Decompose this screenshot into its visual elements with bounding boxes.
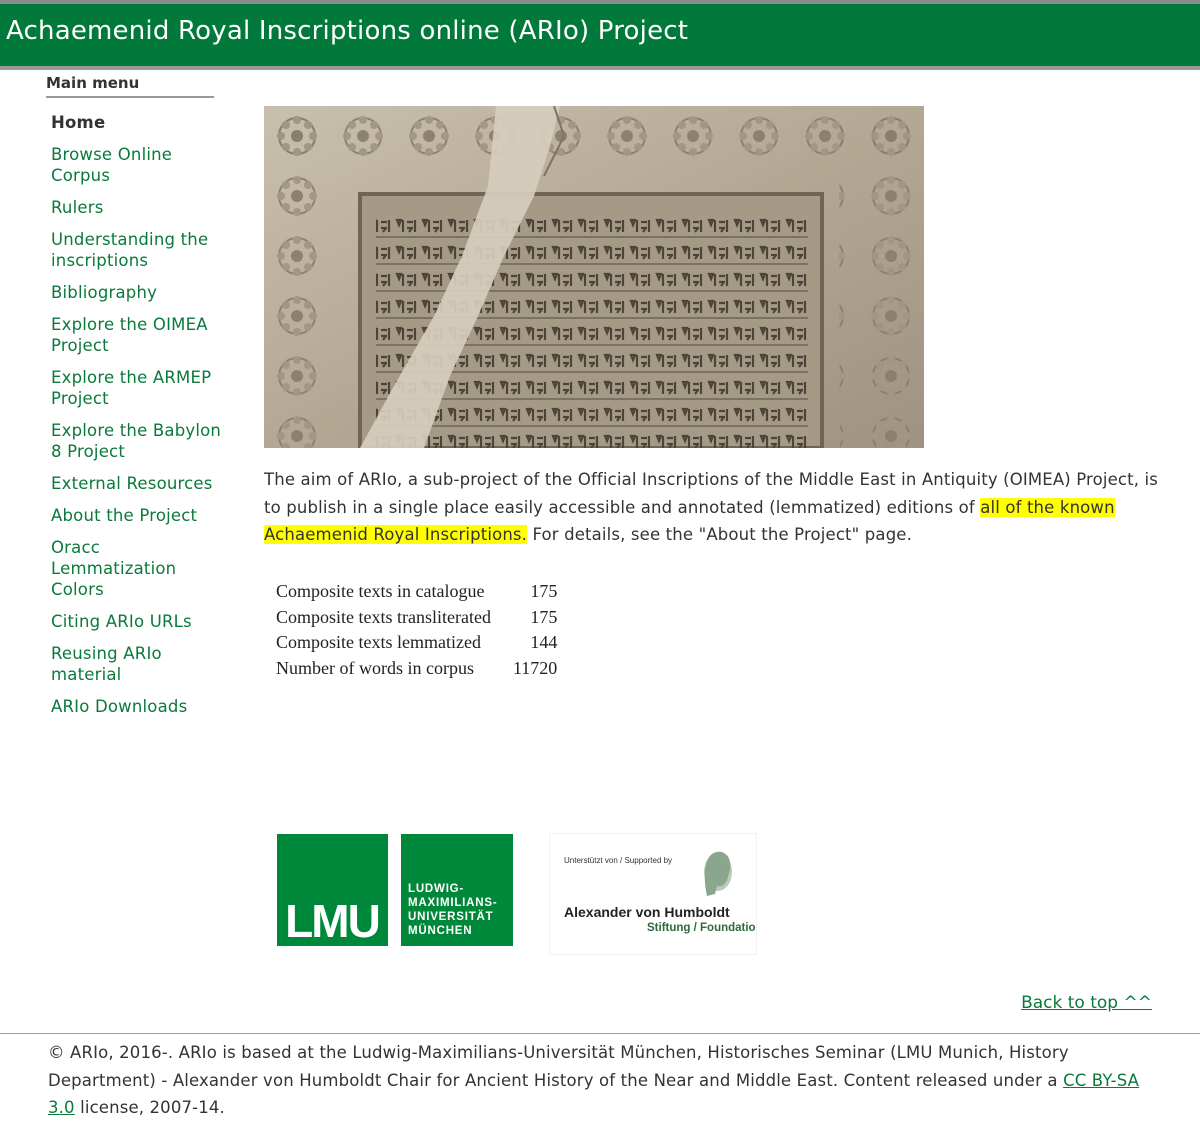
intro-text: The aim of ARIo, a sub-project of the Official Inscriptions of the Middle East in Antiquity (OIMEA) Project, is to publish in a single place easily accessible and annotated (lemmatized) editions of — [264, 470, 1159, 517]
menu-item-armep[interactable]: Explore the ARMEP Project — [51, 368, 212, 408]
footer-license-text: license, 2007-14. — [74, 1098, 225, 1117]
stat-label: Composite texts in catalogue — [276, 581, 485, 602]
table-row — [272, 630, 561, 656]
table-row — [272, 605, 561, 631]
license-link[interactable]: CC BY-SA 3.0 — [48, 1070, 1140, 1117]
stat-label: Composite texts lemmatized — [276, 632, 481, 653]
avh-foundation-label: Stiftung / Foundation — [647, 922, 756, 934]
stat-value: 175 — [530, 581, 558, 602]
menu-item-understanding[interactable]: Understanding the inscriptions — [51, 230, 209, 270]
menu-item-citing-urls[interactable]: Citing ARIo URLs — [51, 612, 192, 631]
stat-label: Composite texts transliterated — [276, 606, 491, 627]
menu-item-downloads[interactable]: ARIo Downloads — [51, 697, 188, 716]
menu-item-about[interactable]: About the Project — [51, 506, 198, 525]
menu-item-rulers[interactable]: Rulers — [51, 198, 104, 217]
intro-paragraph — [264, 466, 1164, 549]
footer-copyright: © ARIo, 2016-. ARIo is based at the Ludwig-Maximilians-Universität München, Historisches Seminar (LMU Munich, History Department) - Alexander von Humboldt Chair for Ancient History of the Near and Middle East. Content released under a — [48, 1043, 1069, 1090]
humboldt-portrait-icon — [704, 852, 732, 896]
avh-supported-label: Unterstützt von / Supported by — [564, 856, 673, 865]
avh-name-label: Alexander von Humboldt — [564, 904, 730, 920]
lmu-line-3: UNIVERSITÄT — [408, 911, 494, 923]
table-row — [272, 579, 561, 605]
corpus-stats-table — [272, 579, 561, 681]
main-menu-heading: Main menu — [46, 74, 214, 98]
intro-highlight: all of the known Achaemenid Royal Inscriptions. — [264, 497, 1115, 544]
main-menu — [51, 112, 229, 728]
back-to-top-link[interactable]: Back to top ^^ — [1021, 993, 1152, 1013]
lmu-line-4: MÜNCHEN — [408, 925, 473, 937]
stat-value: 11720 — [512, 657, 558, 678]
footer-divider — [0, 1033, 1200, 1034]
menu-item-babylon8[interactable]: Explore the Babylon 8 Project — [51, 421, 222, 461]
site-title: Achaemenid Royal Inscriptions online (ARIo) Project — [6, 16, 689, 46]
menu-item-lemmatization-colors[interactable]: Oracc Lemmatization Colors — [51, 538, 177, 599]
site-banner — [0, 4, 1200, 70]
menu-item-external-resources[interactable]: External Resources — [51, 474, 213, 493]
lmu-logo[interactable] — [277, 834, 513, 946]
lmu-line-1: LUDWIG- — [408, 883, 465, 895]
menu-item-home[interactable]: Home — [51, 113, 106, 132]
stat-value: 144 — [530, 632, 558, 653]
lmu-line-2: MAXIMILIANS- — [408, 897, 498, 909]
humboldt-logo[interactable] — [550, 834, 756, 954]
menu-item-oimea[interactable]: Explore the OIMEA Project — [51, 315, 208, 355]
footer-text — [48, 1039, 1158, 1122]
stat-value: 175 — [530, 606, 558, 627]
inscription-photo — [264, 106, 924, 448]
stat-label: Number of words in corpus — [276, 657, 474, 678]
lmu-short-label: LMU — [285, 895, 379, 946]
intro-text-end: For details, see the "About the Project" page. — [527, 525, 913, 544]
menu-item-bibliography[interactable]: Bibliography — [51, 283, 158, 302]
menu-item-browse-corpus[interactable]: Browse Online Corpus — [51, 145, 173, 185]
table-row — [272, 656, 561, 682]
menu-item-reusing-material[interactable]: Reusing ARIo material — [51, 644, 162, 684]
